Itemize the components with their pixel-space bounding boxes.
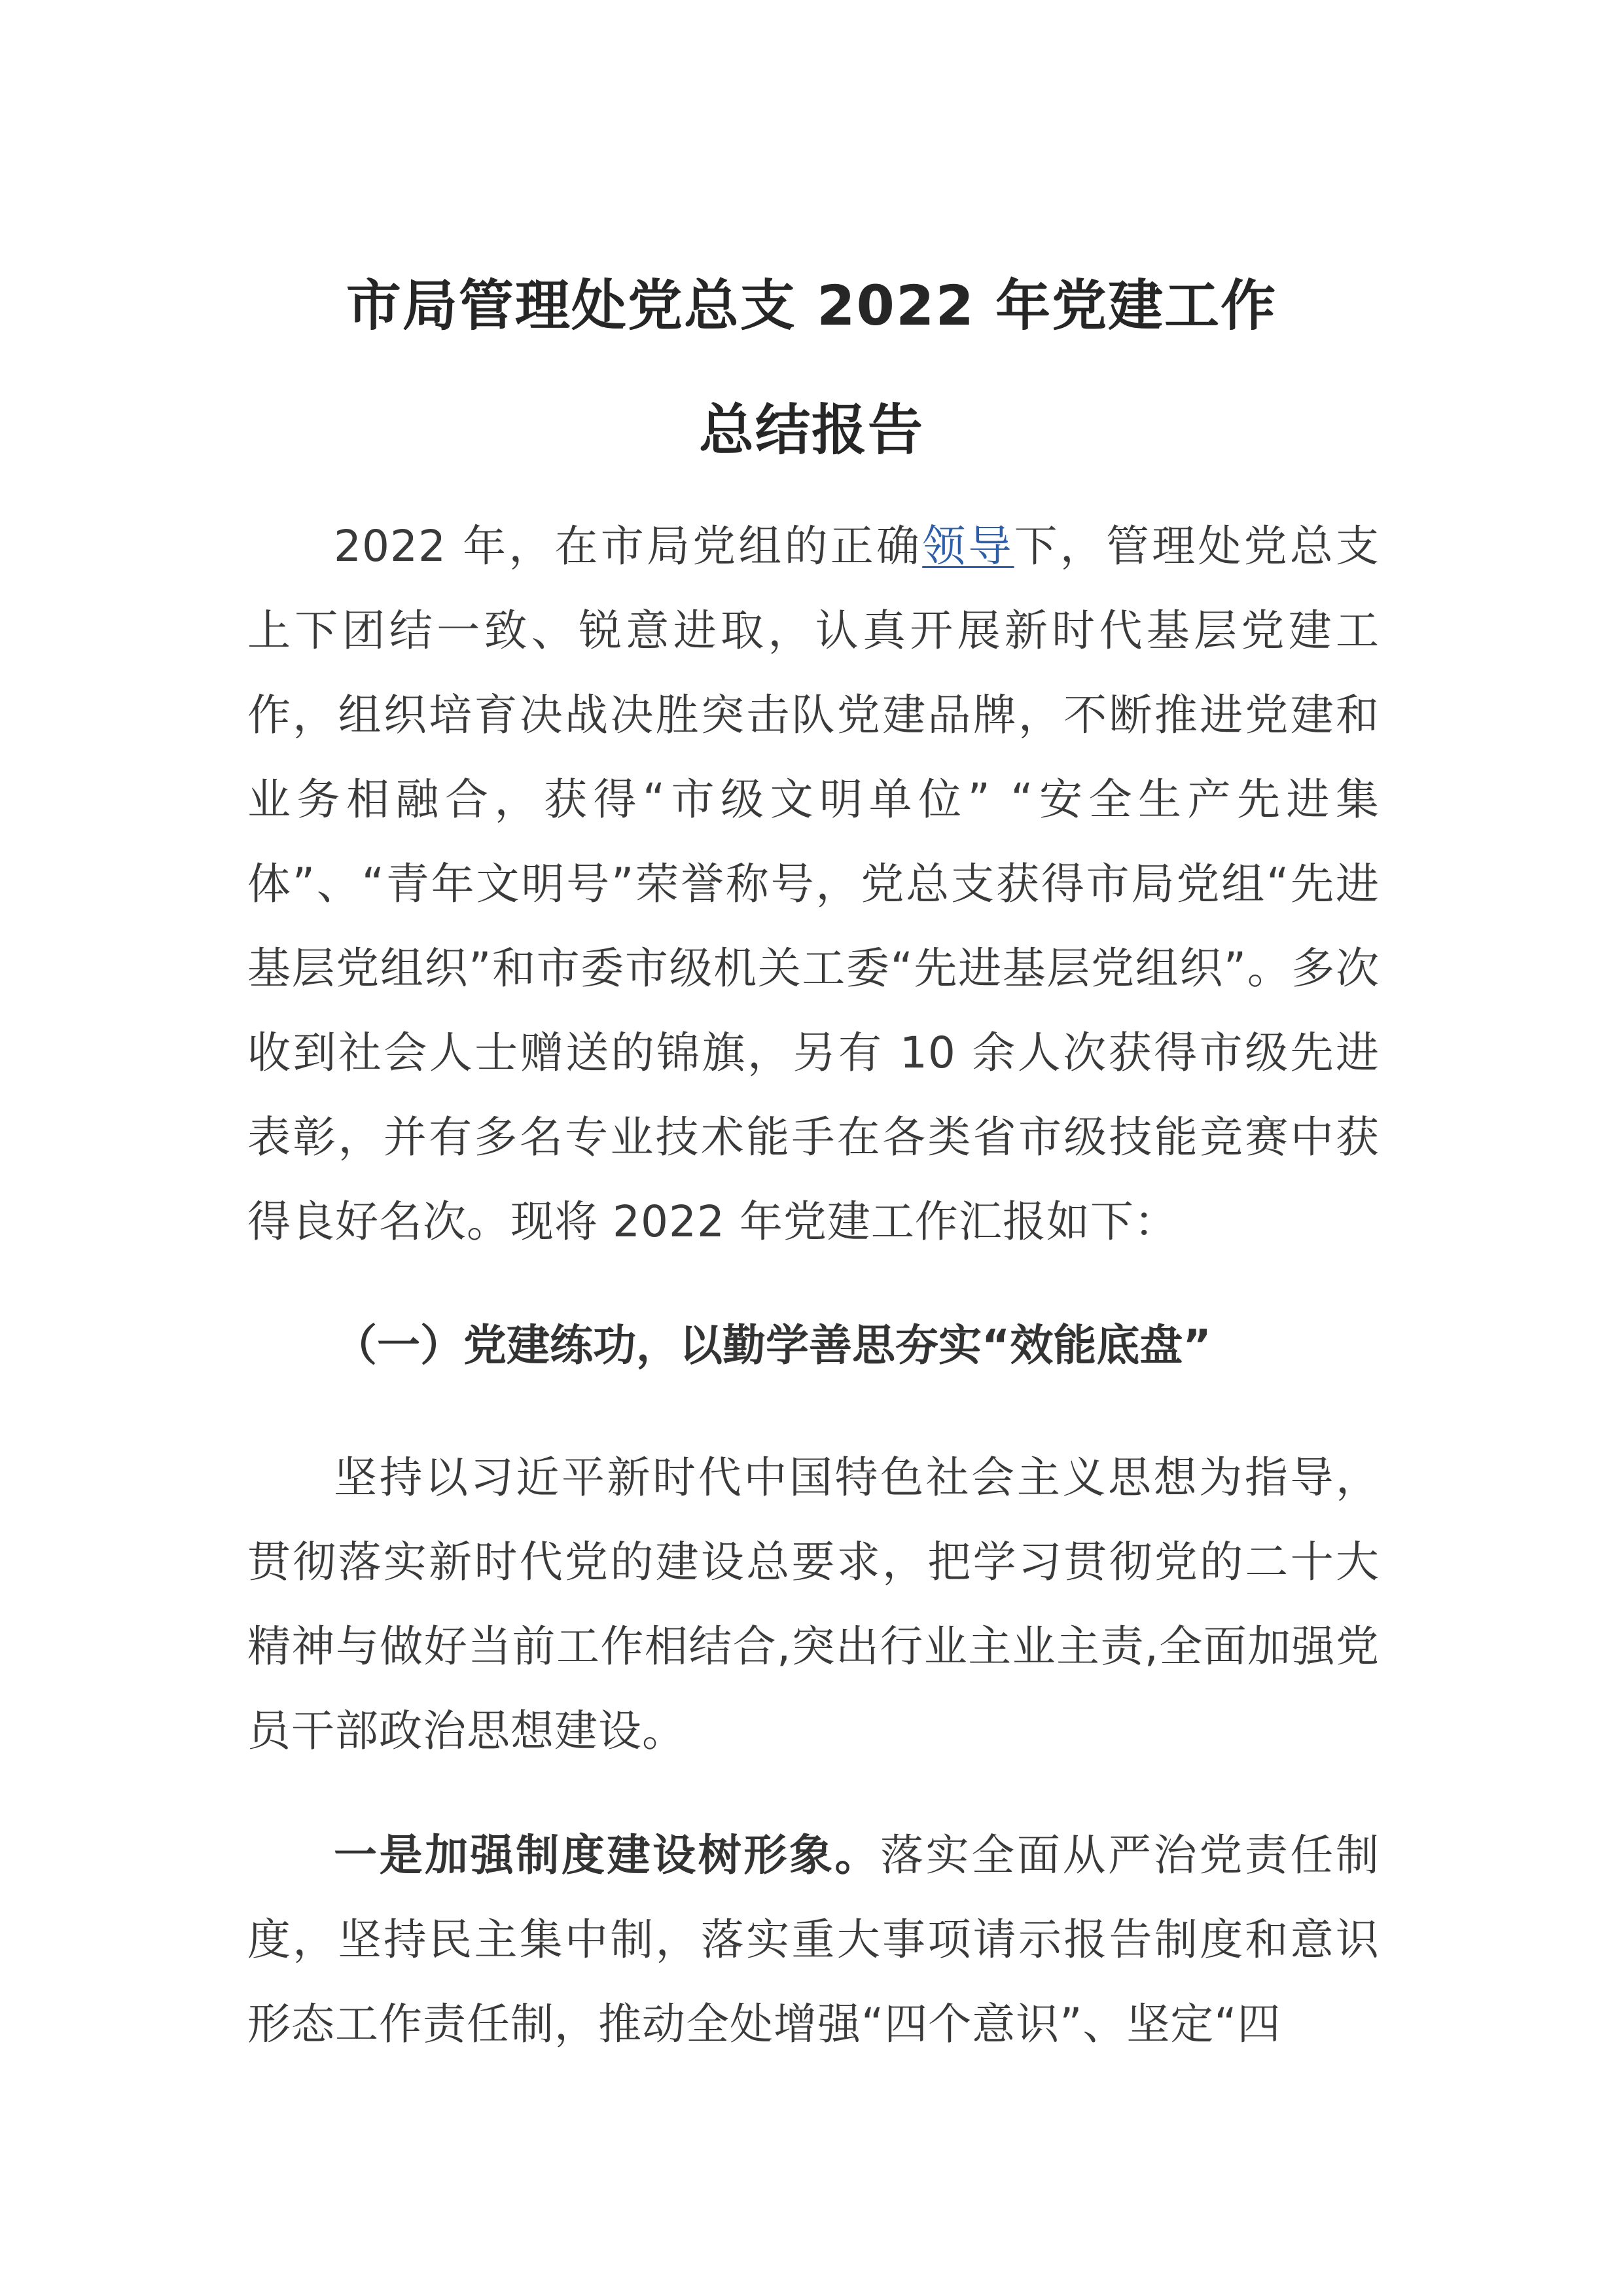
section-paragraph: 坚持以习近平新时代中国特色社会主义思想为指导，贯彻落实新时代党的建设总要求，把学习贯彻党的二十大精神与做好当前工作相结合,突出行业主业主责,全面加强党员干部政治思想建设。 bbox=[247, 1452, 1380, 1756]
item-lead: 一是加强制度建设树形象。 bbox=[334, 1830, 881, 1880]
item-text: 落实全面从严治党责任制度，坚持民主集中制，落实重大事项请示报告制度和意识形态工作责任制，推动全处增强“四个意识”、坚定“四 bbox=[247, 1830, 1380, 2049]
document-title-line1: 市局管理处党总支 2022 年党建工作 bbox=[346, 274, 1277, 338]
leadership-link[interactable]: 领导 bbox=[922, 521, 1014, 571]
section-heading: （一）党建练功，以勤学善思夯实“效能底盘” bbox=[334, 1320, 1211, 1371]
intro-text-start: 2022 年，在市局党组的正确 bbox=[334, 521, 923, 571]
intro-text-rest: 下，管理处党总支上下团结一致、锐意进取，认真开展新时代基层党建工作，组织培育决战决胜突击队党建品牌，不断推进党建和业务相融合，获得“市级文明单位” “安全生产先进集体”、“青年文明号”荣誉称号，党总支获得市局党组“先进基层党组织”和市委市级机关工委“先进基层党组织”。多次收到社会人士赠送的锦旗，另有 10 余人次获得市级先进表彰，并有多名专业技术能手在各类省市级技能竞赛中获得良好名次。现将 2022 年党建工作汇报如下： bbox=[247, 521, 1380, 1247]
document-title-line2: 总结报告 bbox=[698, 398, 924, 462]
intro-paragraph bbox=[247, 504, 1380, 1264]
item-paragraph bbox=[247, 1813, 1380, 2066]
